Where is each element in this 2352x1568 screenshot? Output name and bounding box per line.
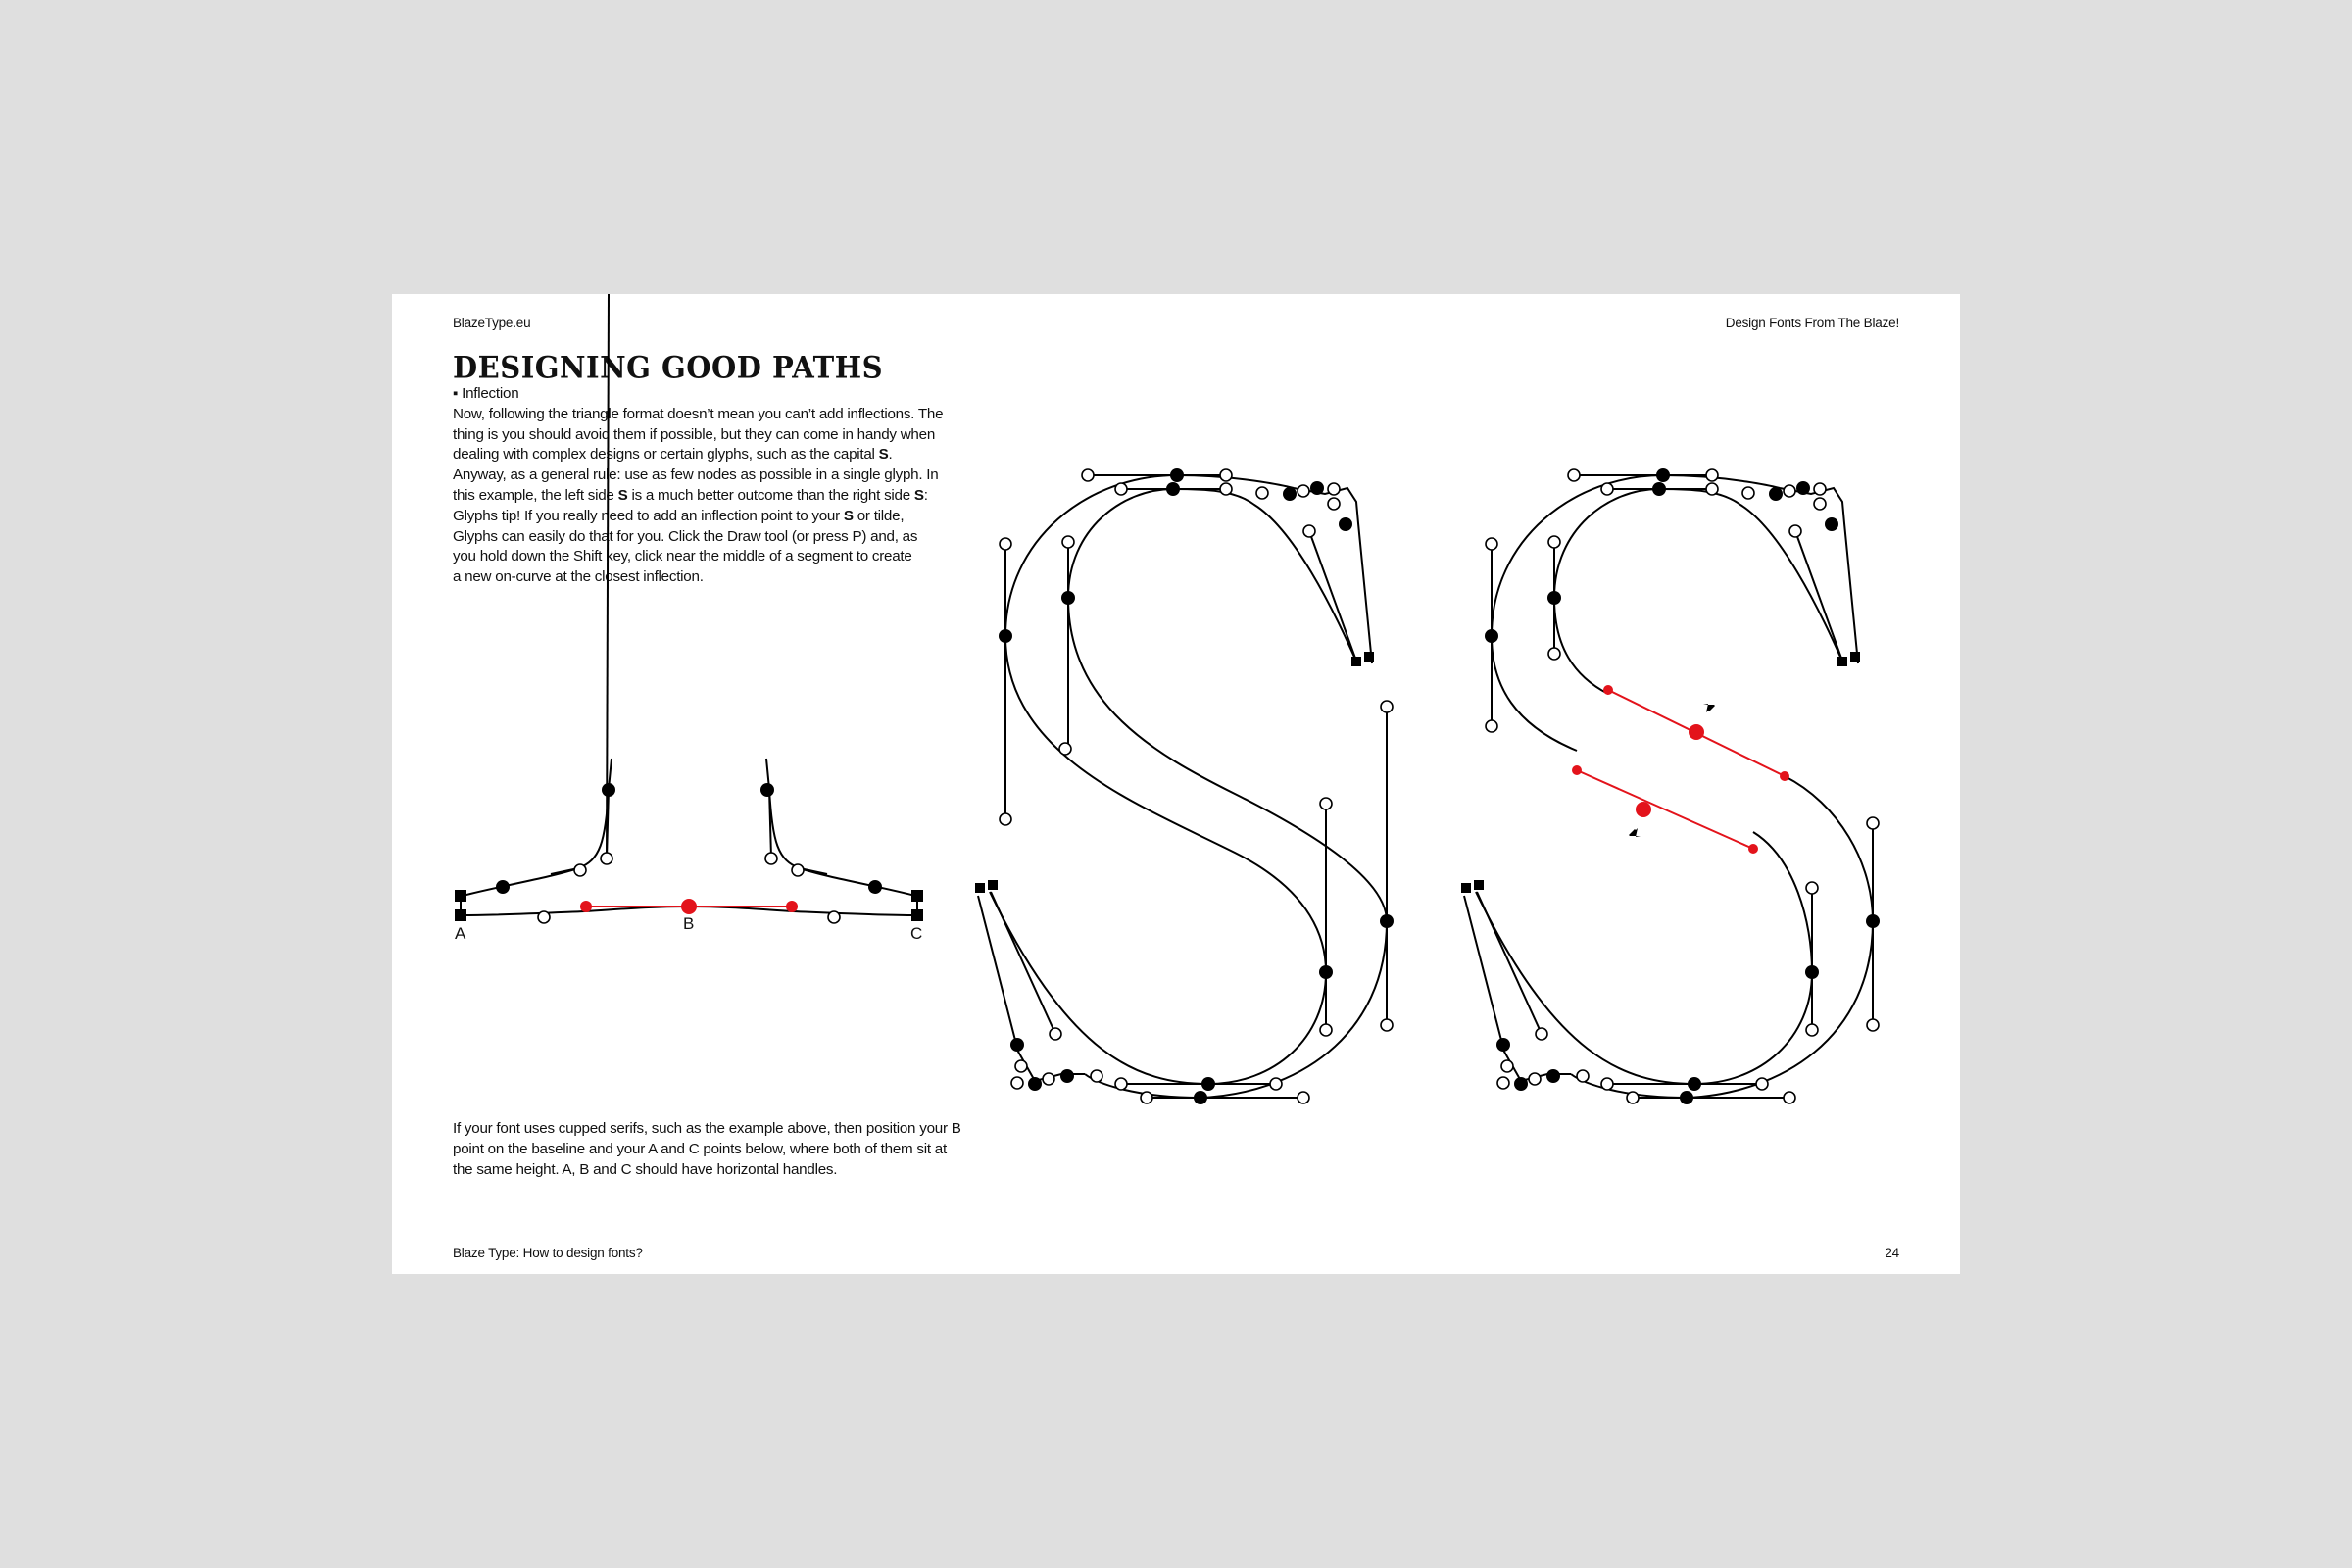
inflection-handles	[1577, 690, 1785, 849]
paragraph-3: Glyphs tip! If you really need to add an inflection point to your S or tilde, Glyphs can easily do that for you. Click the Draw tool (or press P) and, as you hold down the Shift key, click near the middle of a segment to create a new on-curve at the closest inflection.	[453, 507, 918, 586]
footer-title: Blaze Type: How to design fonts?	[453, 1246, 643, 1260]
header-site: BlazeType.eu	[453, 316, 531, 330]
header-tagline: Design Fonts From The Blaze!	[1725, 316, 1899, 330]
cupped-serif-note: If your font uses cupped serifs, such as the example above, then position your B point on the baseline and your A and C points below, where both of them sit at the same height. A, B and C should have horizontal handles.	[453, 1120, 961, 1178]
page-title: DESIGNING GOOD PATHS	[453, 350, 884, 385]
cursor-arrow-icon	[1629, 704, 1715, 837]
book-page	[392, 294, 1960, 1274]
label-c: C	[910, 924, 923, 943]
page-number: 24	[1885, 1246, 1899, 1260]
paragraph-2: Anyway, as a general rule: use as few nodes as possible in a single glyph. In this example, the left side S is a much better outcome than the right side S:	[453, 466, 939, 504]
paragraph-1: Now, following the triangle format doesn’t mean you can’t add inflections. The thing is you should avoid them if possible, but they can come in handy when dealing with complex designs or certain glyphs, such as the capital S.	[453, 405, 944, 464]
section-bullet: ▪ Inflection	[453, 385, 519, 402]
label-b: B	[683, 914, 695, 933]
inflection-nodes	[1572, 685, 1789, 854]
label-a: A	[455, 924, 466, 943]
body-text	[453, 384, 962, 588]
